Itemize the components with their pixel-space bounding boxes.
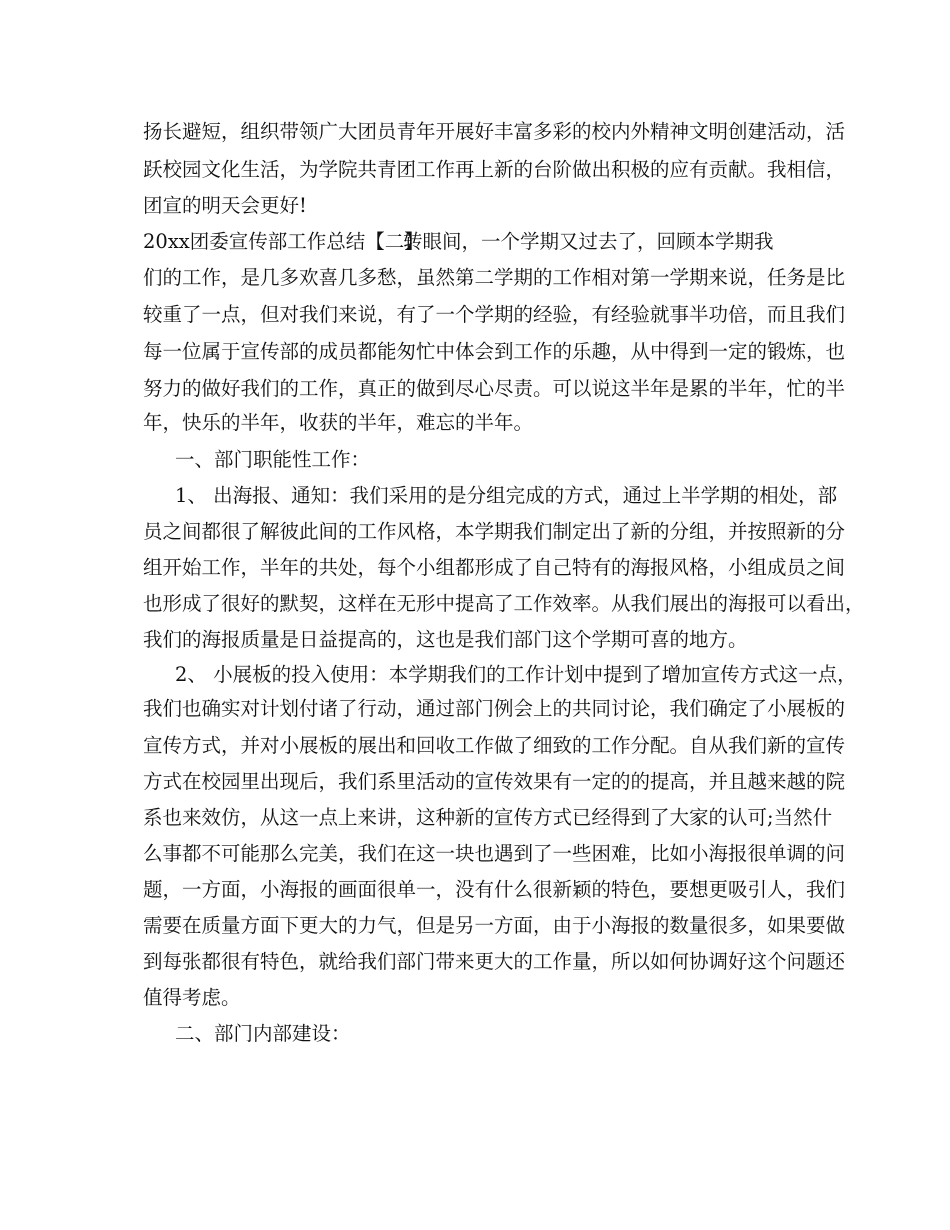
paragraph-line: 跃校园文化生活，为学院共青团工作再上新的台阶做出积极的应有贡献。我相信，: [143, 158, 846, 181]
section-heading: 二、部门内部建设：: [175, 1022, 351, 1045]
paragraph-line: 1、 出海报、通知：我们采用的是分组完成的方式，通过上半学期的相处，部: [175, 484, 838, 507]
paragraph-line: 团宣的明天会更好!: [143, 194, 307, 217]
paragraph-line: 需要在质量方面下更大的力气，但是另一方面，由于小海报的数量很多，如果要做: [143, 914, 846, 937]
section-heading-line: [143, 227, 843, 257]
paragraph-line: 方式在校园里出现后，我们系里活动的宣传效果有一定的的提高，并且越来越的院: [143, 770, 846, 793]
section-heading-title: 20xx团委宣传部工作总结【二】: [143, 230, 424, 253]
section-heading-text: 转眼间，一个学期又过去了，回顾本学期我: [403, 230, 774, 253]
paragraph-line: 系也来效仿，从这一点上来讲，这种新的宣传方式已经得到了大家的认可;当然什: [143, 806, 833, 829]
paragraph-line: 每一位属于宣传部的成员都能匆忙中体会到工作的乐趣，从中得到一定的锻炼，也: [143, 340, 846, 363]
paragraph-line: 么事都不可能那么完美，我们在这一块也遇到了一些困难，比如小海报很单调的问: [143, 842, 846, 865]
paragraph-line: 年，快乐的半年，收获的半年，难忘的半年。: [143, 411, 534, 434]
paragraph-line: 我们的海报质量是日益提高的，这也是我们部门这个学期可喜的地方。: [143, 628, 748, 651]
paragraph-line: 我们也确实对计划付诸了行动，通过部门例会上的共同讨论，我们确定了小展板的: [143, 697, 846, 720]
paragraph-line: 较重了一点，但对我们来说，有了一个学期的经验，有经验就事半功倍，而且我们: [143, 303, 846, 326]
paragraph-line: 努力的做好我们的工作，真正的做到尽心尽责。可以说这半年是累的半年，忙的半: [143, 377, 846, 400]
paragraph-line: 扬长避短，组织带领广大团员青年开展好丰富多彩的校内外精神文明创建活动，活: [143, 120, 846, 143]
paragraph-line: 值得考虑。: [143, 986, 241, 1009]
paragraph-line: 到每张都很有特色，就给我们部门带来更大的工作量，所以如何协调好这个问题还: [143, 950, 846, 973]
paragraph-line: 们的工作，是几多欢喜几多愁，虽然第二学期的工作相对第一学期来说，任务是比: [143, 266, 846, 289]
paragraph-line: 题，一方面，小海报的画面很单一，没有什么很新颖的特色，要想更吸引人，我们: [143, 878, 846, 901]
paragraph-line: 也形成了很好的默契，这样在无形中提高了工作效率。从我们展出的海报可以看出，: [143, 592, 865, 615]
paragraph-line: 2、 小展板的投入使用：本学期我们的工作计划中提到了增加宣传方式这一点，: [175, 663, 857, 686]
section-heading: 一、部门职能性工作：: [175, 448, 371, 471]
paragraph-line: 组开始工作，半年的共处，每个小组都形成了自己特有的海报风格，小组成员之间: [143, 556, 846, 579]
paragraph-line: 宣传方式，并对小展板的展出和回收工作做了细致的工作分配。自从我们新的宣传: [143, 734, 846, 757]
paragraph-line: 员之间都很了解彼此间的工作风格，本学期我们制定出了新的分组，并按照新的分: [143, 520, 846, 543]
